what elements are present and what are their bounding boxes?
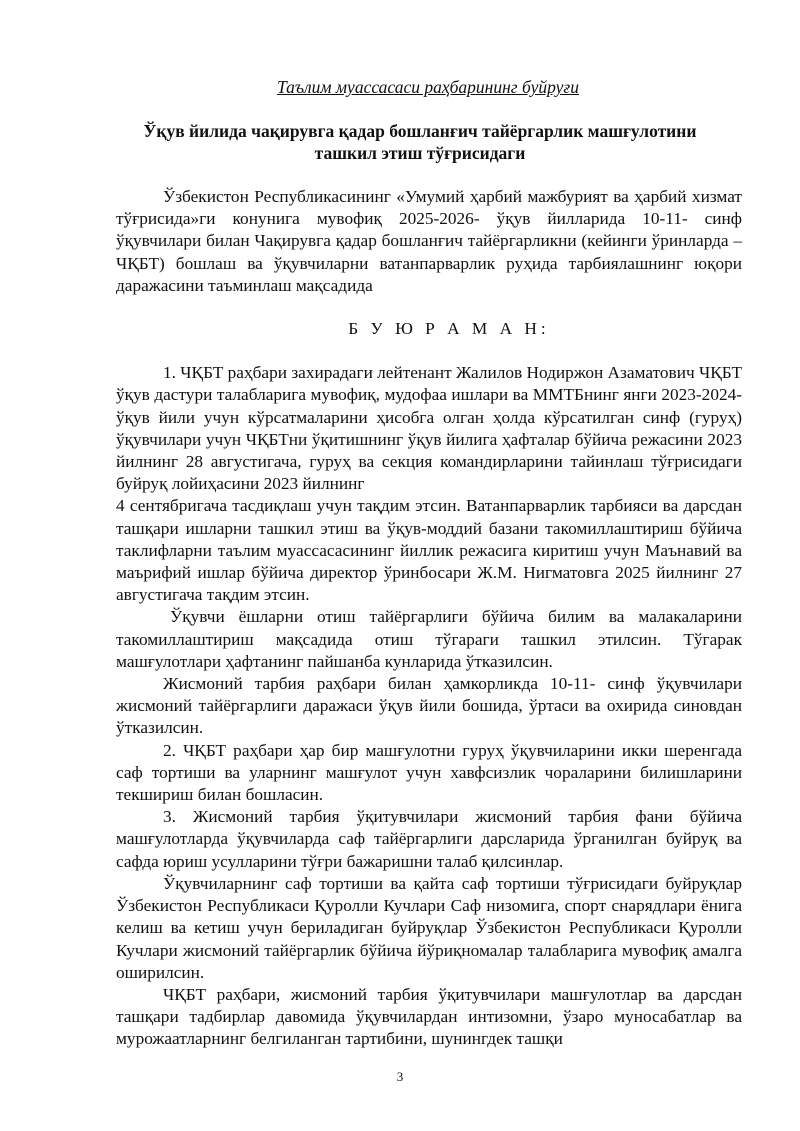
intro-paragraph: Ўзбекистон Республикасининг «Умумий ҳарбий мажбурият ва ҳарбий хизмат тўғрисида»ги конунига мувофиқ 2025-2026- ўқув йилларида 10-11- синф ўқувчилари билан Чақирувга қадар бошланғич тайёргарликни (кейинги ўринларда – ЧҚБТ) бошлаш ва ўқувчиларни ватанпарварлик руҳида тарбиялашнинг юқори даражасини таъминлаш мақсадида: [116, 187, 742, 295]
order-heading: Б У Ю Р А М А Н:: [348, 319, 550, 339]
paragraph-2: 2. ЧҚБТ раҳбари ҳар бир машғулотни гуруҳ ўқувчиларини икки шеренгада саф тортиши ва уларнинг машғулот учун хавфсизлик чораларини билишларини текшириш билан бошласин.: [116, 740, 742, 805]
paragraph-1-shooting-club: Ўқувчи ёшларни отиш тайёргарлиги бўйича билим ва малакаларини такомиллаштириш мақсадида отиш тўгараги ташкил этилсин. Тўгарак машғулотлари ҳафтанинг пайшанба кунларида ўтказилсин.: [116, 607, 742, 671]
document-subtitle: Таълим муассасаси раҳбарининг буйруғи: [277, 77, 579, 97]
paragraph-3: 3. Жисмоний тарбия ўқитувчилари жисмоний тарбия фани бўйича машғулотларда ўқувчиларда саф тайёргарлиги дарсларида ўрганилган буйруқ ва сафда юриш усулларини тўғри бажаришни талаб қилсинлар.: [116, 807, 742, 871]
title-line-2: ташкил этиш тўғрисидаги: [314, 143, 526, 163]
paragraph-1-physical-test: Жисмоний тарбия раҳбари билан ҳамкорликда 10-11- синф ўқувчилари жисмоний тайёргарлиги даражаси ўқув йили бошида, ўртаси ва охирида синовдан ўтказилсин.: [116, 674, 742, 738]
page-number: 3: [396, 1069, 404, 1084]
document-title: [120, 120, 720, 164]
paragraph-1-continued: 4 сентябригача тасдиқлаш учун тақдим этсин. Ватанпарварлик тарбияси ва дарсдан ташқари ишларни ташкил этиш ва ўқув-моддий базани такомиллаштириш бўйича таклифларни таълим муассасасининг йиллик режасига киритиш учун Маънавий ва маърифий ишлар бўйича директор ўринбосари Ж.М. Нигматовга 2025 йилнинг 27 августигача тақдим этсин.: [116, 496, 742, 605]
title-line-1: Ўқув йилида чақирувга қадар бошланғич тайёргарлик машғулотини: [143, 121, 697, 141]
paragraph-1: 1. ЧҚБТ раҳбари захирадаги лейтенант Жалилов Нодиржон Азаматович ЧҚБТ ўқув дастури талабларига мувофиқ, мудофаа ишлари ва ММТБнинг янги 2023-2024- ўқув йили учун кўрсатмаларини ҳисобга олган ҳолда кўрсатилган синф (гуруҳ) ўқувчилари учун ЧҚБТни ўқитишнинг ўқув йилига ҳафталар бўйича режасини 2023 йилнинг 28 августигача, гуруҳ ва секция командирларини тайинлаш тўғрисидаги буйруқ лойиҳасини 2023 йилнинг: [116, 363, 742, 494]
document-body: [116, 186, 742, 1051]
paragraph-3-continued: Ўқувчиларнинг саф тортиши ва қайта саф тортиши тўғрисидаги буйруқлар Ўзбекистон Республикаси Қуролли Кучлари Саф низомига, спорт снарядлари ёнига келиш ва кетиш учун бериладиган буйруқлар Ўзбекистон Республикаси Қуролли Кучлари жисмоний тайёргарлик бўйича йўриқномалар талабларига мувофиқ амалга оширилсин.: [116, 873, 742, 982]
paragraph-4: ЧҚБТ раҳбари, жисмоний тарбия ўқитувчилари машғулотлар ва дарсдан ташқари тадбирлар давомида ўқувчилардан интизомни, ўзаро муносабатлар ва мурожаатларнинг белгиланган тартибини, шунингдек ташқи: [116, 984, 742, 1049]
